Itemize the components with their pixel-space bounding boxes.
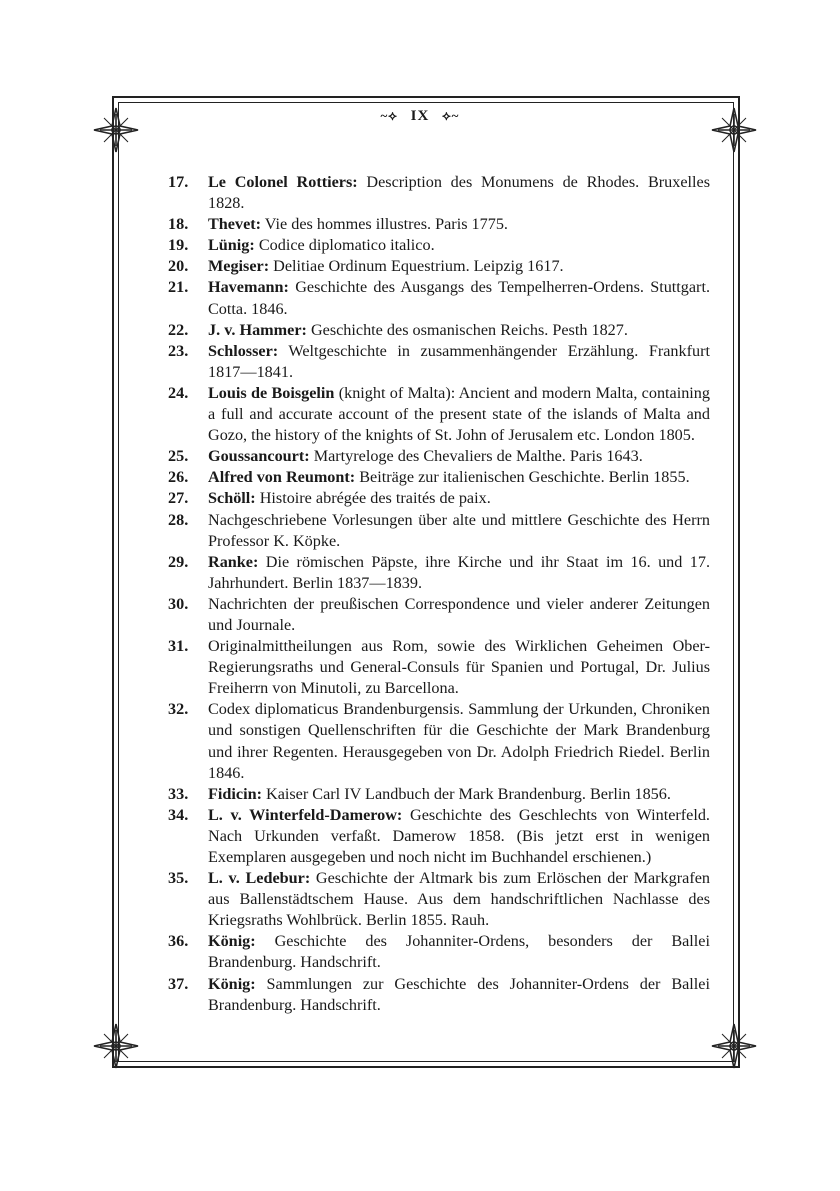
entry-author: Schöll: <box>208 489 256 508</box>
header-ornament-left: ~⟡ <box>380 108 398 123</box>
corner-ornament-bottom-left <box>86 1016 146 1076</box>
entry-text <box>208 172 710 214</box>
bibliography-entry <box>168 510 710 552</box>
entry-author: Louis de Boisgelin <box>208 383 335 402</box>
entry-title: (knight of Malta): Ancient and modern Malta, containing a full and accurate account of the present state of the islands of Malta and Gozo, the history of the knights of St. John of Jerusalem etc. London 1805. <box>208 383 710 445</box>
bibliography-entry <box>168 277 710 319</box>
bibliography-entry <box>168 974 710 1016</box>
entry-text <box>208 594 710 636</box>
entry-title: Sammlungen zur Geschichte des Johanniter-Ordens der Ballei Brandenburg. Handschrift. <box>208 974 710 1014</box>
entry-text <box>208 510 710 552</box>
page-number-header <box>0 108 840 125</box>
entry-title: Delitiae Ordinum Equestrium. Leipzig 1617. <box>269 257 564 276</box>
entry-title: Beiträge zur italienischen Geschichte. Berlin 1855. <box>355 468 690 487</box>
entry-title: Description des Monumens de Rhodes. Bruxelles 1828. <box>208 173 710 213</box>
entry-number: 24. <box>168 383 189 402</box>
bibliography-entry <box>168 320 710 341</box>
entry-text <box>208 341 710 383</box>
entry-author: J. v. Hammer: <box>208 320 307 339</box>
entry-text <box>208 467 710 488</box>
entry-title: Originalmittheilungen aus Rom, sowie des Wirklichen Geheimen Ober-Regierungsraths und General-Consuls für Spanien und Portugal, Dr. Julius Freiherrn von Minutoli, zu Barcellona. <box>208 637 710 698</box>
entry-title: Geschichte des osmanischen Reichs. Pesth 1827. <box>306 320 628 339</box>
entry-author: Alfred von Reumont: <box>208 468 356 487</box>
bibliography-entry <box>168 467 710 488</box>
entry-number: 21. <box>168 278 189 297</box>
entry-author: Ranke: <box>208 552 259 571</box>
entry-text <box>208 214 710 235</box>
entry-number: 27. <box>168 489 189 508</box>
entry-author: Havemann: <box>208 278 289 297</box>
entry-number: 33. <box>168 784 189 803</box>
bibliography-entry <box>168 235 710 256</box>
entry-number: 28. <box>168 510 189 529</box>
entry-number: 23. <box>168 341 189 360</box>
entry-author: Le Colonel Rottiers: <box>208 173 358 191</box>
entry-text <box>208 868 710 931</box>
entry-text <box>208 784 710 805</box>
bibliography-entry <box>168 341 710 383</box>
entry-number: 34. <box>168 805 189 824</box>
entry-text <box>208 446 710 467</box>
entry-title: Nachrichten der preußischen Correspondence und vieler anderer Zeitungen und Journale. <box>208 594 710 634</box>
entry-number: 32. <box>168 700 189 719</box>
bibliography-entry <box>168 699 710 783</box>
entry-title: Codex diplomaticus Brandenburgensis. Sammlung der Urkunden, Chroniken und sonstigen Quellenschriften für die Geschichte der Mark Brandenburg und ihrer Regenten. Herausgegeben von Dr. Adolph Friedrich Riedel. Berlin 1846. <box>208 700 710 782</box>
bibliography-entry <box>168 383 710 446</box>
entry-author: Thevet: <box>208 215 262 234</box>
entry-text <box>208 488 710 509</box>
entry-text <box>208 699 710 783</box>
entry-author: L. v. Ledebur: <box>208 869 311 888</box>
entry-number: 18. <box>168 215 189 234</box>
entry-author: Lünig: <box>208 236 255 255</box>
entry-title: Codice diplomatico italico. <box>254 236 435 255</box>
bibliography-entry <box>168 784 710 805</box>
corner-ornament-bottom-right <box>704 1016 764 1076</box>
bibliography-entry <box>168 214 710 235</box>
entry-title: Histoire abrégée des traités de paix. <box>255 489 491 508</box>
bibliography-entry <box>168 552 710 594</box>
entry-title: Geschichte der Altmark bis zum Erlöschen der Markgrafen aus Ballenstädtschem Hause. Aus dem handschriftlichen Nachlasse des Kriegsraths Wohlbrück. Berlin 1855. Rauh. <box>208 869 710 930</box>
bibliography-entry <box>168 172 710 214</box>
entry-text <box>208 552 710 594</box>
entry-number: 17. <box>168 173 189 191</box>
entry-text <box>208 320 710 341</box>
entry-number: 30. <box>168 594 189 613</box>
entry-author: Fidicin: <box>208 784 262 803</box>
bibliography-entry <box>168 931 710 973</box>
entry-title: Geschichte des Ausgangs des Tempelherren-Ordens. Stuttgart. Cotta. 1846. <box>208 278 710 318</box>
entry-number: 26. <box>168 468 189 487</box>
bibliography-entry <box>168 488 710 509</box>
bibliography-entry <box>168 594 710 636</box>
entry-text <box>208 235 710 256</box>
entry-author: König: <box>208 932 256 951</box>
bibliography-entry <box>168 636 710 699</box>
entry-text <box>208 256 710 277</box>
entry-number: 29. <box>168 552 189 571</box>
entry-number: 31. <box>168 637 189 656</box>
entry-number: 19. <box>168 236 189 255</box>
header-ornament-right: ⟡~ <box>442 108 460 123</box>
entry-number: 25. <box>168 447 189 466</box>
entry-author: Megiser: <box>208 257 270 276</box>
entry-text <box>208 805 710 868</box>
page-number: IX <box>410 108 430 124</box>
entry-title: Geschichte des Geschlechts von Winterfeld. Nach Urkunden verfaßt. Damerow 1858. (Bis jetzt erst in wenigen Exemplaren ausgegeben und noch nicht im Buchhandel erschienen.) <box>208 805 710 866</box>
entry-number: 37. <box>168 974 189 993</box>
entry-author: L. v. Winterfeld-Damerow: <box>208 805 403 824</box>
entry-title: Vie des hommes illustres. Paris 1775. <box>261 215 508 234</box>
entry-title: Kaiser Carl IV Landbuch der Mark Brandenburg. Berlin 1856. <box>261 784 671 803</box>
entry-author: König: <box>208 974 256 993</box>
entry-title: Die römischen Päpste, ihre Kirche und ihr Staat im 16. und 17. Jahrhundert. Berlin 1837—1839. <box>208 552 710 592</box>
bibliography-entry <box>168 805 710 868</box>
entry-number: 36. <box>168 932 189 951</box>
entry-title: Nachgeschriebene Vorlesungen über alte und mittlere Geschichte des Herrn Professor K. Köpke. <box>208 510 710 550</box>
entry-number: 20. <box>168 257 189 276</box>
entry-author: Schlosser: <box>208 341 279 360</box>
entry-number: 22. <box>168 320 189 339</box>
entry-author: Goussancourt: <box>208 447 310 466</box>
entry-text <box>208 277 710 319</box>
bibliography-entry <box>168 256 710 277</box>
entry-number: 35. <box>168 869 189 888</box>
entry-text <box>208 383 710 446</box>
entry-text <box>208 974 710 1016</box>
entry-title: Weltgeschichte in zusammenhängender Erzählung. Frankfurt 1817—1841. <box>208 341 710 381</box>
bibliography-entry <box>168 446 710 467</box>
entry-text <box>208 931 710 973</box>
entry-text <box>208 636 710 699</box>
entry-title: Martyreloge des Chevaliers de Malthe. Paris 1643. <box>309 447 643 466</box>
bibliography-entry <box>168 868 710 931</box>
bibliography-list <box>168 172 710 1016</box>
entry-title: Geschichte des Johanniter-Ordens, besonders der Ballei Brandenburg. Handschrift. <box>208 932 710 972</box>
